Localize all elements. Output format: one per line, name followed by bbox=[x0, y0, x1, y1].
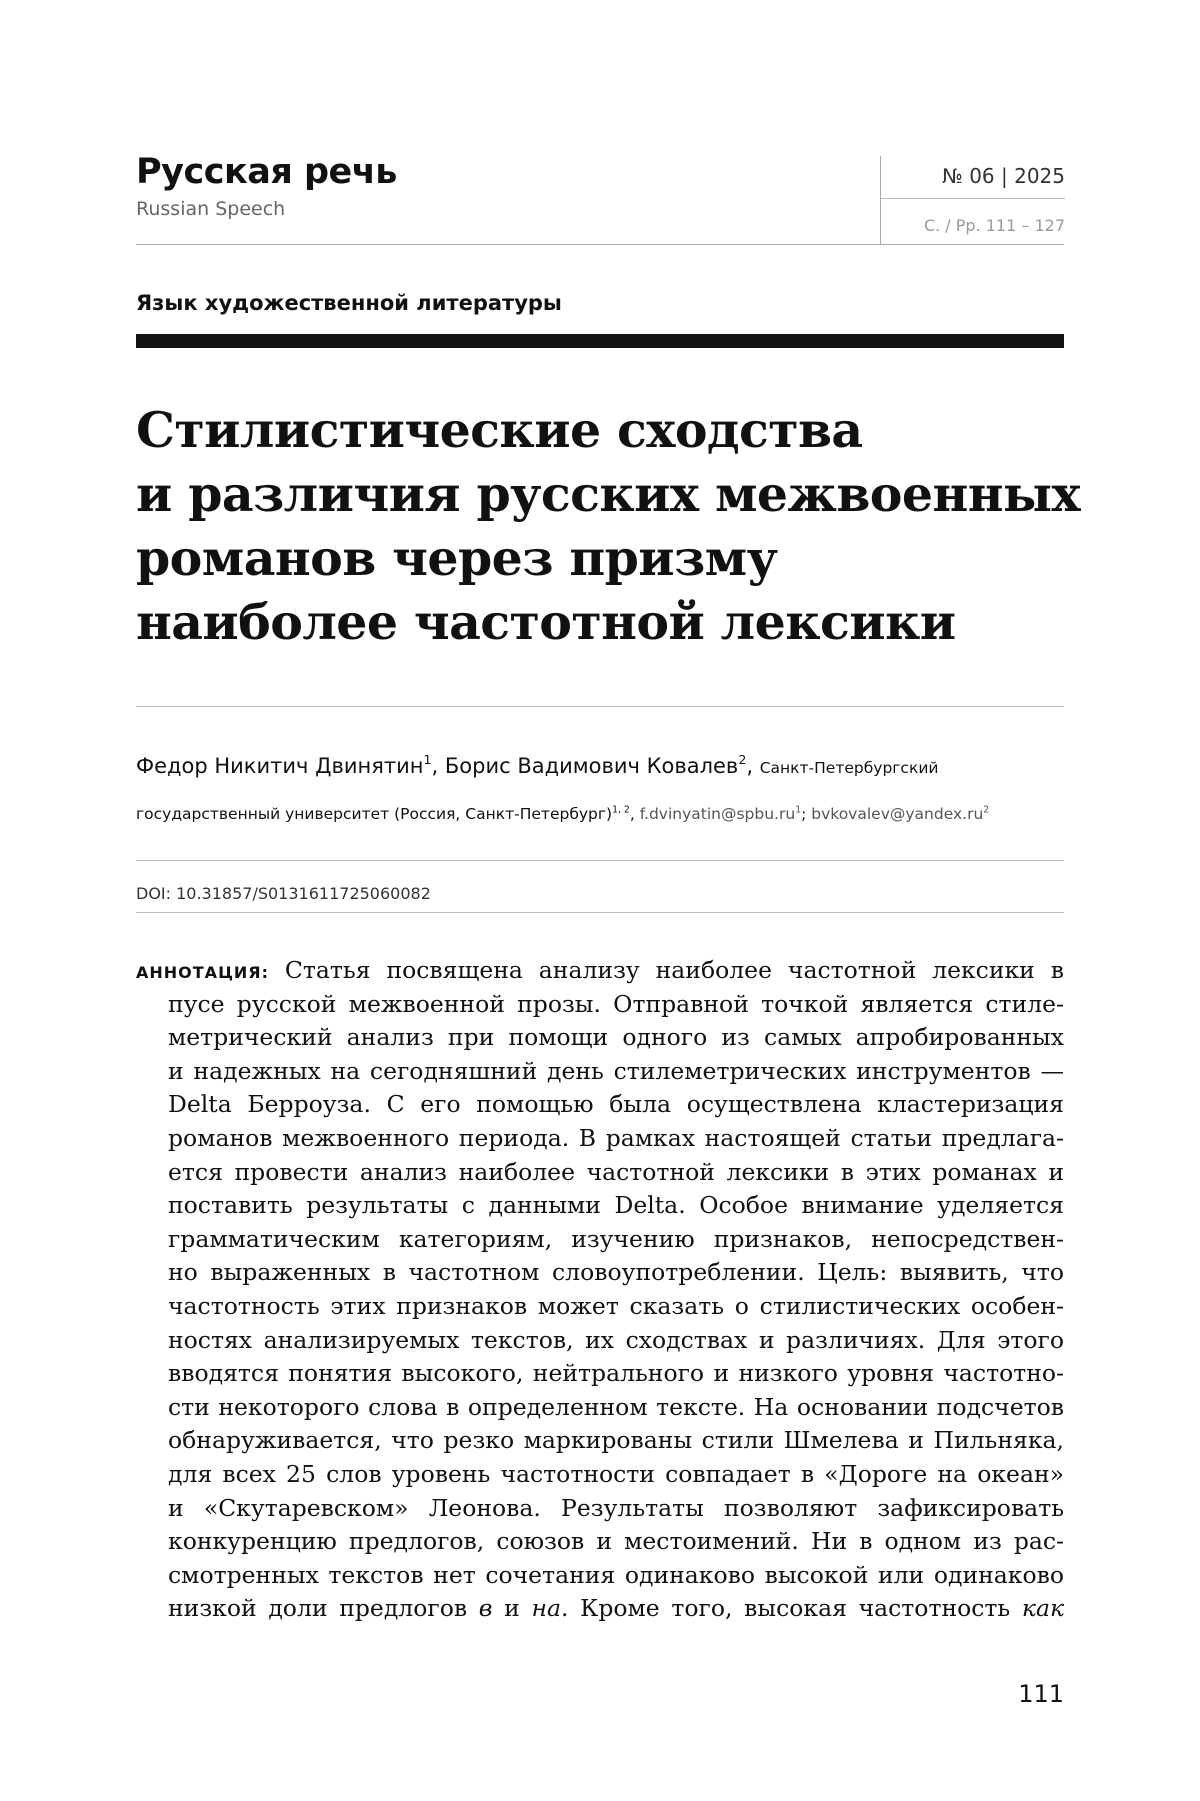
affiliation: Санкт-Петербургский bbox=[759, 759, 939, 777]
page-number: 111 bbox=[1018, 1680, 1064, 1708]
abstract-italic: на bbox=[531, 1594, 561, 1623]
affiliation-text: государственный университет (Россия, Санкт-Петербург) bbox=[136, 805, 613, 823]
section-heading: Язык художественной литературы bbox=[136, 291, 562, 315]
abstract-line: конкуренцию предлогов, союзов и местоимений. Ни в одном из рас- bbox=[168, 1527, 1064, 1556]
abstract-italic: как bbox=[1021, 1594, 1064, 1623]
abstract-line: и надежных на сегодняшний день стилеметрических инструментов — bbox=[168, 1056, 1064, 1085]
abstract-label: АННОТАЦИЯ: bbox=[136, 963, 270, 982]
affiliation-cont: государственный университет (Россия, Санкт-Петербург)$^{1, 2}$, $f.dvinyatin@spbu.ru^1$; $bvkovalev@yandex.ru^2$ bbox=[136, 804, 990, 823]
abstract-line: сти некоторого слова в определенном тексте. На основании подсчетов bbox=[168, 1392, 1064, 1421]
header-rule bbox=[136, 244, 1064, 245]
abstract-line bbox=[136, 1592, 1064, 1626]
abstract-line: пусе русской межвоенной прозы. Отправной точкой является стиле- bbox=[168, 989, 1064, 1018]
email-sup: 1 bbox=[795, 804, 802, 816]
abstract-line: грамматическим категориям, изучению признаков, непосредствен- bbox=[168, 1224, 1064, 1253]
article-title bbox=[136, 398, 1081, 654]
email-sup: 2 bbox=[983, 804, 990, 816]
abstract-line: ется провести анализ наиболее частотной лексики в этих романах и bbox=[168, 1157, 1064, 1186]
abstract-line: обнаруживается, что резко маркированы стили Шмелева и Пильняка, bbox=[168, 1426, 1064, 1455]
abstract bbox=[136, 954, 1064, 1626]
abstract-text: и bbox=[492, 1594, 532, 1623]
article-title-line: и различия русских межвоенных bbox=[136, 465, 1081, 523]
abstract-line bbox=[136, 954, 1064, 988]
abstract-italic: в bbox=[478, 1594, 493, 1623]
abstract-line: поставить результаты с данными Delta. Особое внимание уделяется bbox=[168, 1191, 1064, 1220]
page-range: С. / Pp. 111 – 127 bbox=[923, 216, 1065, 235]
abstract-line: ностях анализируемых текстов, их сходствах и различиях. Для этого bbox=[168, 1325, 1064, 1354]
issue-number: № 06 | 2025 bbox=[942, 164, 1065, 188]
section-rule bbox=[136, 334, 1064, 348]
journal-title: Русская речь bbox=[136, 152, 397, 192]
affiliation-sup: 1, 2 bbox=[612, 804, 630, 816]
issue-divider bbox=[881, 198, 1065, 199]
article-title-line: наиболее частотной лексики bbox=[136, 593, 956, 651]
abstract-line: и «Скутаревском» Леонова. Результаты позволяют зафиксировать bbox=[168, 1493, 1064, 1522]
doi[interactable]: DOI: 10.31857/S0131611725060082 bbox=[136, 884, 431, 903]
abstract-line: частотность этих признаков может сказать о стилистических особен- bbox=[168, 1291, 1064, 1320]
title-rule bbox=[136, 706, 1064, 707]
author-name: Борис Вадимович Ковалев bbox=[444, 754, 739, 778]
abstract-line: смотренных текстов нет сочетания одинаково высокой или одинаково bbox=[168, 1560, 1064, 1589]
abstract-line: но выраженных в частотном словоупотреблении. Цель: выявить, что bbox=[168, 1258, 1064, 1287]
abstract-line: романов межвоенного периода. В рамках настоящей статьи предлага- bbox=[168, 1123, 1064, 1152]
doi-top-rule bbox=[136, 860, 1064, 861]
issue-box bbox=[880, 156, 1065, 244]
abstract-line: для всех 25 слов уровень частотности совпадает в «Дороге на океан» bbox=[168, 1459, 1064, 1488]
authors-block: Федор Никитич Двинятин$^1$, Борис Вадимович Ковалев$^2$, Санкт-Петербургский государственный университет (Россия, Санкт-Петербург)$^{1, 2}$, $f.dvinyatin@spbu.ru^1$; $bvkovalev@yandex.ru^2$ bbox=[136, 752, 990, 823]
author-name: Федор Никитич Двинятин bbox=[136, 754, 424, 778]
article-title-line: Стилистические сходства bbox=[136, 401, 863, 459]
journal-subtitle: Russian Speech bbox=[136, 198, 286, 220]
abstract-line: вводятся понятия высокого, нейтрального и низкого уровня частотно- bbox=[168, 1359, 1064, 1388]
abstract-line: метрический анализ при помощи одного из самых апробированных bbox=[168, 1023, 1064, 1052]
article-title-line: романов через призму bbox=[136, 529, 778, 587]
email-link[interactable]: f.dvinyatin@spbu.ru bbox=[639, 805, 796, 823]
author-sup: 1 bbox=[423, 752, 432, 768]
author-sup: 2 bbox=[738, 752, 747, 768]
email-link[interactable]: bvkovalev@yandex.ru bbox=[811, 805, 984, 823]
doi-bottom-rule bbox=[136, 912, 1064, 913]
abstract-line: Delta Берроуза. С его помощью была осуществлена кластеризация bbox=[168, 1090, 1064, 1119]
abstract-text: низкой доли предлогов bbox=[168, 1594, 479, 1623]
abstract-text: . Кроме того, высокая частотность bbox=[560, 1594, 1022, 1623]
abstract-text: Статья посвящена анализу наиболее частотной лексики в bbox=[284, 956, 1064, 984]
